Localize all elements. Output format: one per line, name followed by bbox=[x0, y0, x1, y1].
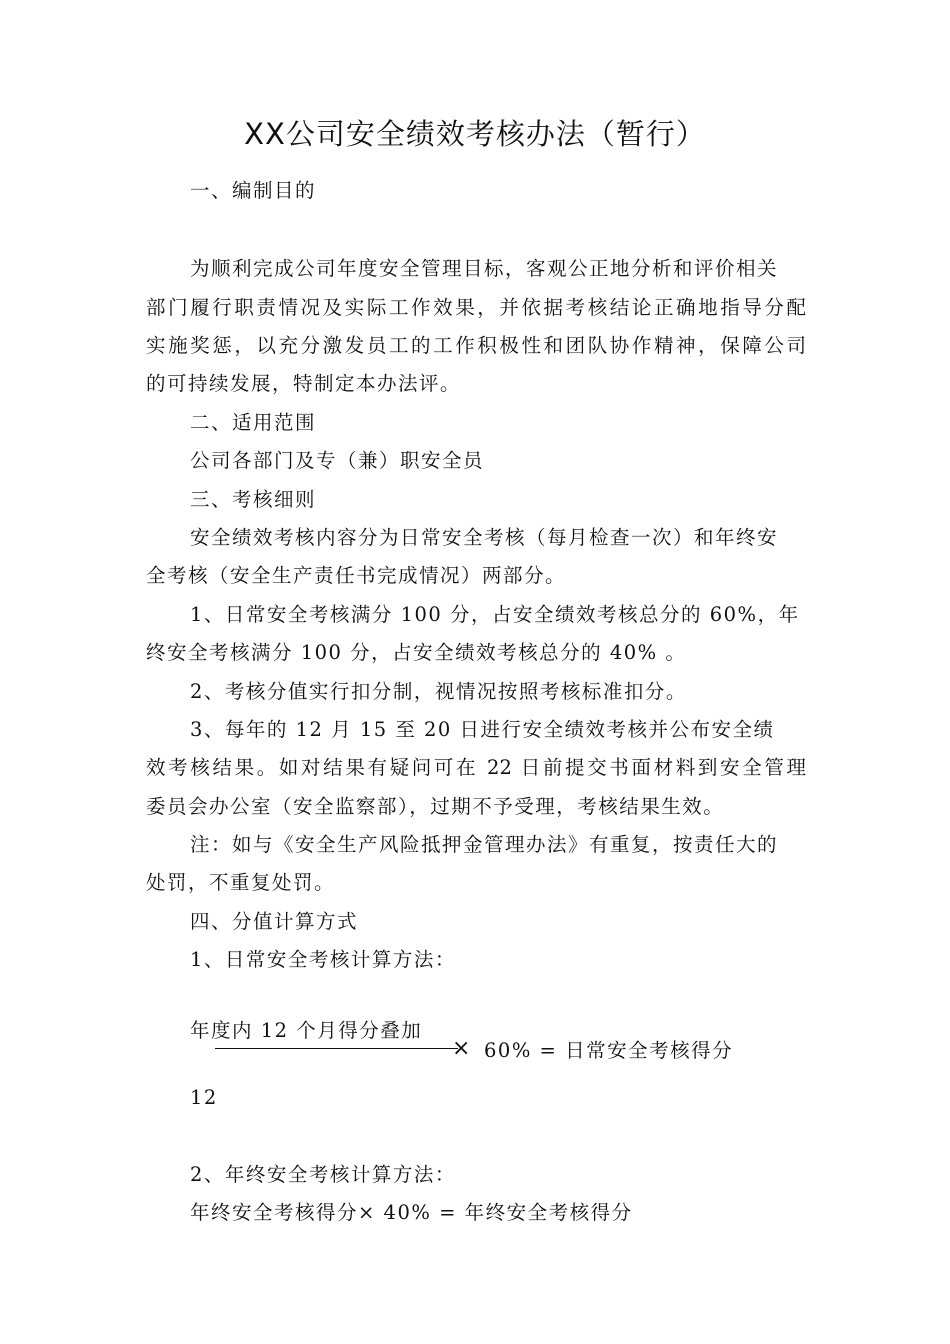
rules-intro-line: 全考核（安全生产责任书完成情况）两部分。 bbox=[146, 564, 567, 587]
rules-intro-line: 安全绩效考核内容分为日常安全考核（每月检查一次）和年终安 bbox=[190, 526, 779, 549]
section-heading-scope: 二、适用范围 bbox=[190, 411, 317, 434]
rule-note-line: 处罚，不重复处罚。 bbox=[146, 871, 336, 894]
purpose-paragraph-line: 部门履行职责情况及实际工作效果，并依据考核结论正确地指导分配 bbox=[146, 296, 806, 319]
purpose-paragraph-line: 为顺利完成公司年度安全管理目标，客观公正地分析和评价相关 bbox=[190, 257, 779, 280]
scope-text: 公司各部门及专（兼）职安全员 bbox=[190, 449, 485, 472]
calc-item-2-heading: 2、年终安全考核计算方法： bbox=[190, 1163, 456, 1186]
section-heading-rules: 三、考核细则 bbox=[190, 488, 317, 511]
rule-note-line: 注：如与《安全生产风险抵押金管理办法》有重复，按责任大的 bbox=[190, 833, 779, 856]
rule-item-2: 2、考核分值实行扣分制，视情况按照考核标准扣分。 bbox=[190, 680, 687, 703]
rule-item-3-line: 委员会办公室（安全监察部），过期不予受理，考核结果生效。 bbox=[146, 795, 725, 818]
section-heading-calculation: 四、分值计算方式 bbox=[190, 910, 359, 933]
rule-item-3-line: 效考核结果。如对结果有疑问可在 22 日前提交书面材料到安全管理 bbox=[146, 756, 806, 779]
purpose-paragraph-line: 实施奖惩，以充分激发员工的工作积极性和团队协作精神，保障公司 bbox=[146, 334, 806, 357]
formula1-numerator: 年度内 12 个月得分叠加 bbox=[190, 1019, 423, 1042]
formula2: 年终安全考核得分× 40% = 年终安全考核得分 bbox=[190, 1201, 633, 1224]
formula1-denominator: 12 bbox=[190, 1086, 218, 1109]
purpose-paragraph-line: 的可持续发展，特制定本办法评。 bbox=[146, 372, 462, 395]
section-heading-purpose: 一、编制目的 bbox=[190, 179, 317, 202]
rule-item-1-line: 1、日常安全考核满分 100 分，占安全绩效考核总分的 60%，年 bbox=[190, 603, 800, 626]
rule-item-1-line: 终安全考核满分 100 分，占安全绩效考核总分的 40% 。 bbox=[146, 641, 687, 664]
document-title: XX公司安全绩效考核办法（暂行） bbox=[244, 117, 706, 151]
formula1-fraction-bar bbox=[215, 1048, 458, 1049]
rule-item-3-line: 3、每年的 12 月 15 至 20 日进行安全绩效考核并公布安全绩 bbox=[190, 718, 775, 741]
formula1-times-operator: × bbox=[452, 1036, 471, 1061]
calc-item-1-heading: 1、日常安全考核计算方法： bbox=[190, 948, 456, 971]
formula1-result: 60% = 日常安全考核得分 bbox=[484, 1039, 734, 1062]
